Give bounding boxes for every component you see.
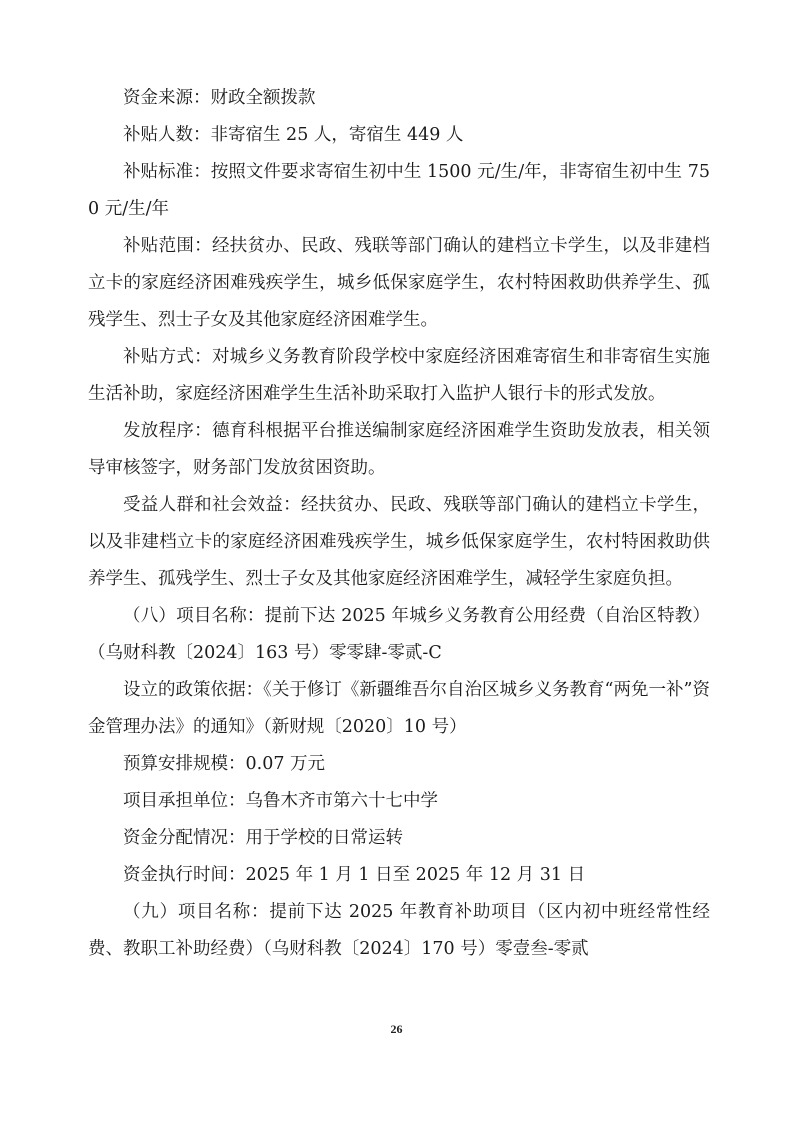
subsidy-scope-paragraph: 补贴范围：经扶贫办、民政、残联等部门确认的建档立卡学生，以及非建档立卡的家庭经济困难残疾学生，城乡低保家庭学生，农村特困救助供养学生、孤残学生、烈士子女及其他家庭经济困难学生。 <box>88 236 710 330</box>
funding-source-paragraph: 资金来源：财政全额拨款 <box>123 88 316 108</box>
project-unit-paragraph: 项目承担单位：乌鲁木齐市第六十七中学 <box>123 791 438 811</box>
beneficiaries-paragraph: 受益人群和社会效益：经扶贫办、民政、残联等部门确认的建档立卡学生，以及非建档立卡的家庭经济困难残疾学生，城乡低保家庭学生，农村特困救助供养学生、孤残学生、烈士子女及其他家庭经济困难学生，减轻学生家庭负担。 <box>88 495 710 589</box>
document-body <box>88 80 710 968</box>
distribution-procedure-paragraph: 发放程序：德育科根据平台推送编制家庭经济困难学生资助发放表，相关领导审核签字，财务部门发放贫困资助。 <box>88 421 710 478</box>
page-number: 26 <box>390 1022 403 1036</box>
policy-basis-paragraph: 设立的政策依据：《关于修订《新疆维吾尔自治区城乡义务教育“两免一补”资金管理办法》的通知》（新财规〔2020〕10 号） <box>88 680 710 737</box>
project-nine-title-paragraph: （九）项目名称：提前下达 2025 年教育补助项目（区内初中班经常性经费、教职工补助经费）（乌财科教〔2024〕170 号）零壹叁-零贰 <box>88 902 710 959</box>
project-eight-title-paragraph: （八）项目名称：提前下达 2025 年城乡义务教育公用经费（自治区特教）（乌财科教〔2024〕163 号）零零肆-零贰-C <box>88 606 710 663</box>
execution-period-paragraph: 资金执行时间：2025 年 1 月 1 日至 2025 年 12 月 31 日 <box>123 865 586 885</box>
subsidy-method-paragraph: 补贴方式：对城乡义务教育阶段学校中家庭经济困难寄宿生和非寄宿生实施生活补助，家庭经济困难学生生活补助采取打入监护人银行卡的形式发放。 <box>88 347 710 404</box>
subsidy-count-paragraph: 补贴人数：非寄宿生 25 人，寄宿生 449 人 <box>123 125 464 145</box>
subsidy-standard-paragraph: 补贴标准：按照文件要求寄宿生初中生 1500 元/生/年，非寄宿生初中生 750 元/生/年 <box>88 162 710 219</box>
budget-scale-paragraph: 预算安排规模：0.07 万元 <box>123 754 326 774</box>
fund-allocation-paragraph: 资金分配情况：用于学校的日常运转 <box>123 828 403 848</box>
